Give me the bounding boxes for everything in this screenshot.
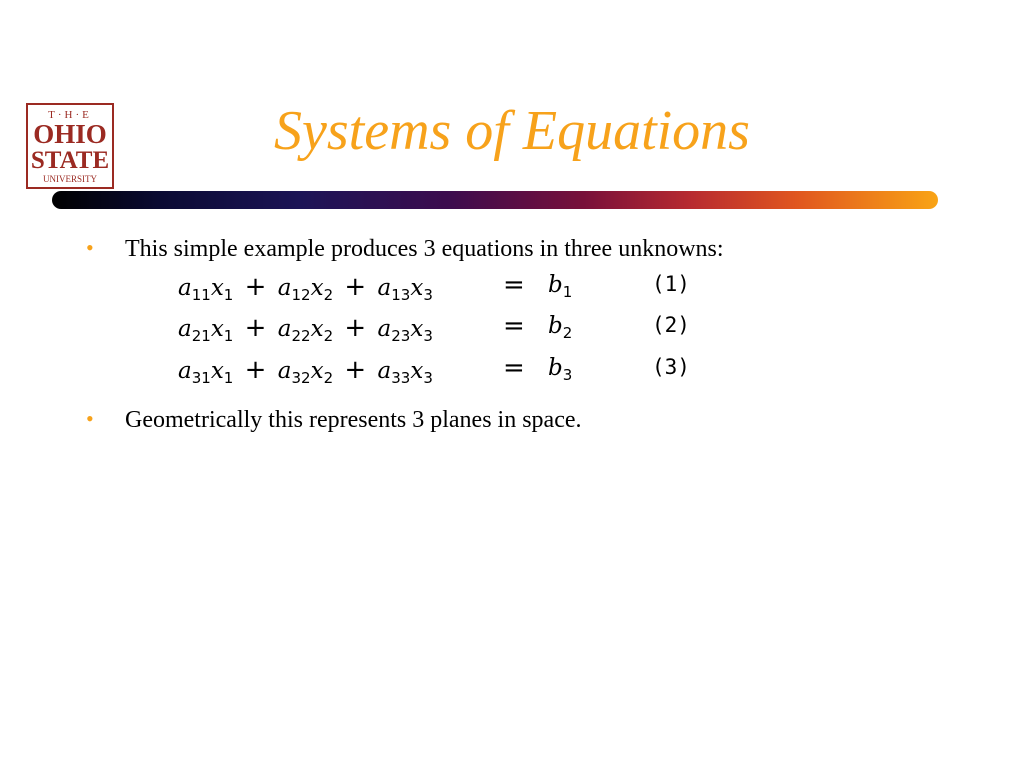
var: x [310,316,324,342]
gradient-divider [52,191,938,209]
coef: a [277,316,292,342]
logo-line-4: UNIVERSITY [43,174,97,184]
coef: a [277,275,292,301]
coef-sub: 23 [391,327,411,345]
rhs-var: b [548,313,563,339]
logo-line-1: T·H·E [48,109,92,121]
coef-sub: 22 [291,327,311,345]
slide-title-text: Systems of Equations [274,100,750,162]
coef: a [277,358,292,384]
coef-sub: 32 [291,369,311,387]
coef-sub: 11 [191,286,211,304]
bullet-text-2: Geometrically this represents 3 planes in space. [125,407,582,433]
coef: a [377,358,392,384]
coef: a [377,316,392,342]
coef-sub: 33 [391,369,411,387]
equals-sign: = [503,311,525,341]
var: x [310,275,324,301]
equation-1-number: (1) [652,272,690,296]
plus-sign: + [244,272,267,302]
var: x [210,358,224,384]
equation-2-rhs [548,313,573,342]
slide-title [0,98,1024,164]
var: x [210,275,224,301]
coef-sub: 12 [291,286,311,304]
var-sub: 3 [423,327,433,345]
var: x [210,316,224,342]
equation-2-number: (2) [652,313,690,337]
coef-sub: 13 [391,286,411,304]
logo-line-3: STATE [30,147,110,174]
rhs-var: b [548,272,563,298]
var: x [410,316,424,342]
var: x [310,358,324,384]
coef: a [377,275,392,301]
equation-1-lhs [178,272,433,302]
var-sub: 2 [323,286,334,304]
rhs-sub: 3 [562,366,573,384]
equals-sign: = [503,353,525,383]
rhs-sub: 1 [562,283,573,301]
var-sub: 2 [323,327,334,345]
coef: a [178,275,192,301]
plus-sign: + [244,355,267,385]
plus-sign: + [344,272,367,302]
equation-2-lhs [178,313,433,343]
var-sub: 1 [223,369,234,387]
coef: a [178,316,192,342]
coef-sub: 21 [191,327,211,345]
var: x [410,358,424,384]
equation-3-lhs [178,355,433,385]
rhs-sub: 2 [562,324,573,342]
var-sub: 2 [323,369,334,387]
var-sub: 1 [223,327,234,345]
coef-sub: 31 [191,369,211,387]
plus-sign: + [344,313,367,343]
rhs-var: b [548,355,563,381]
equation-3-rhs [548,355,573,384]
bullet-text-1: This simple example produces 3 equations in three unknowns: [125,236,724,262]
bullet-dot-icon: • [86,235,94,260]
equals-sign: = [503,270,525,300]
var: x [410,275,424,301]
equation-1-rhs [548,272,573,301]
var-sub: 1 [223,286,234,304]
coef: a [178,358,192,384]
var-sub: 3 [423,369,433,387]
plus-sign: + [344,355,367,385]
bullet-dot-icon: • [86,406,94,431]
plus-sign: + [244,313,267,343]
var-sub: 3 [423,286,433,304]
equation-3-number: (3) [652,355,690,379]
logo-line-2: OHIO [33,119,107,149]
